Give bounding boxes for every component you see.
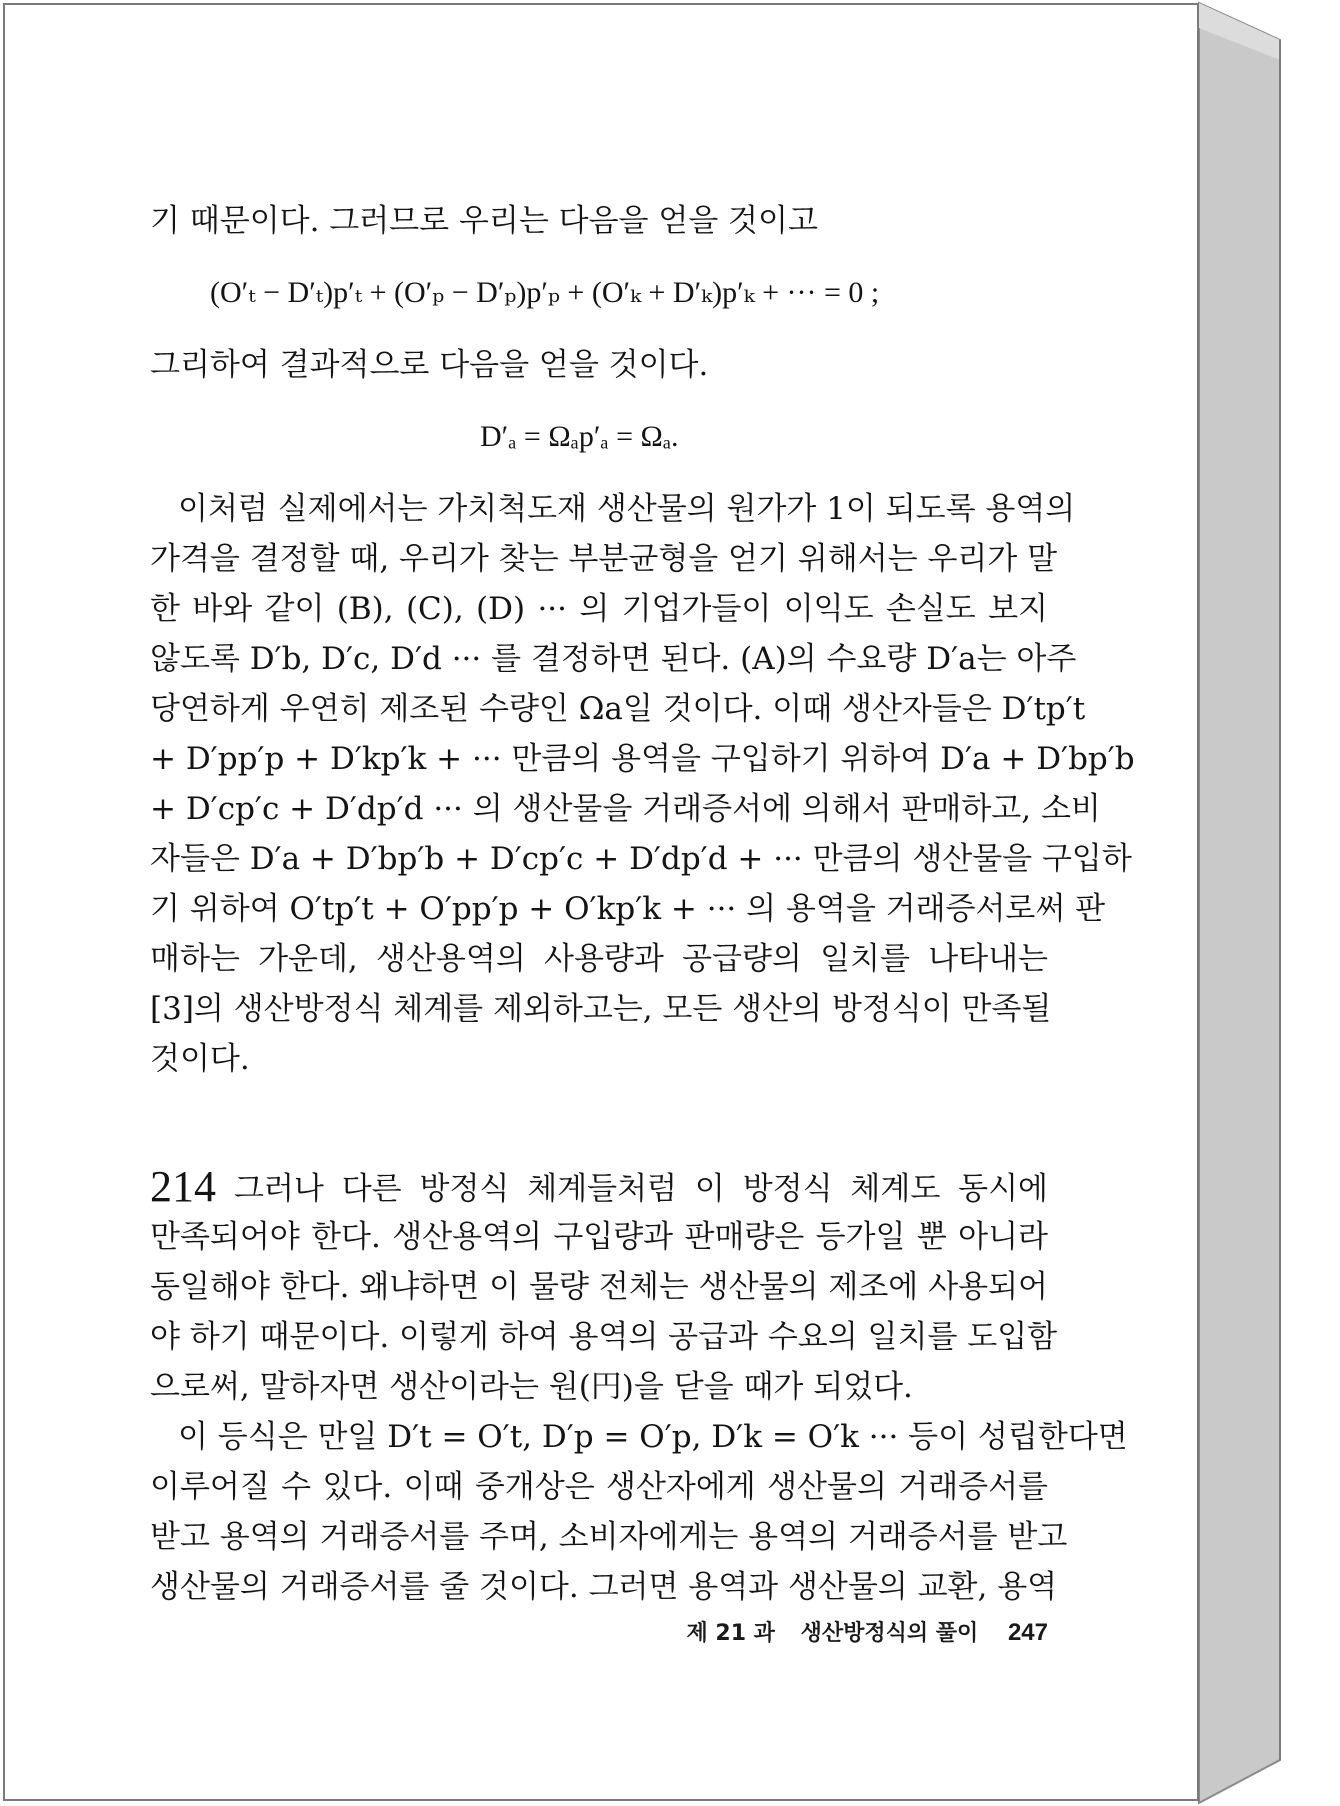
text-line: 생산물의 거래증서를 줄 것이다. 그러면 용역과 생산물의 교환, 용역 (150, 1569, 1058, 1605)
text-line: 가격을 결정할 때, 우리가 찾는 부분균형을 얻기 위해서는 우리가 말 (150, 541, 1058, 577)
text-line: 이 등식은 만일 D′t = O′t, D′p = O′p, D′k = O′k ··· 등이 성립한다면 (178, 1419, 1128, 1455)
text-line: 기 위하여 O′tp′t + O′pp′p + O′kp′k + ··· 의 용역을 거래증서로써 판 (150, 891, 1106, 927)
text-line-content: 그러나 다른 방정식 체계들처럼 이 방정식 체계도 동시에 (234, 1171, 1048, 1207)
text-line: 당연하게 우연히 제조된 수량인 Ωa일 것이다. 이때 생산자들은 D′tp′t (150, 691, 1086, 727)
text-line: 매하는 가운데, 생산용역의 사용량과 공급량의 일치를 나타내는 (150, 941, 1048, 977)
text-line: 으로써, 말하자면 생산이라는 원(円)을 닫을 때가 되었다. (150, 1369, 913, 1405)
running-footer (150, 1616, 1048, 1647)
text-line: 동일해야 한다. 왜냐하면 이 물량 전체는 생산물의 제조에 사용되어 (150, 1269, 1048, 1305)
text-line: 한 바와 같이 (B), (C), (D) ··· 의 기업가들이 이익도 손실도 보지 (150, 591, 1048, 627)
paragraph-section-214 (150, 1162, 1058, 1412)
paragraph-result-lead (150, 340, 1048, 390)
text-line: 이처럼 실제에서는 가치척도재 생산물의 원가가 1이 되도록 용역의 (178, 491, 1076, 527)
page-number: 247 (1007, 1619, 1048, 1646)
text-line: 자들은 D′a + D′bp′b + D′cp′c + D′dp′d + ··· 만큼의 생산물을 구입하 (150, 841, 1132, 877)
equation-demand: D′ₐ = Ωₐp′ₐ = Ωₐ. (480, 420, 679, 453)
text-line: 그리하여 결과적으로 다음을 얻을 것이다. (150, 347, 709, 383)
text-line: 만족되어야 한다. 생산용역의 구입량과 판매량은 등가일 뿐 아니라 (150, 1219, 1048, 1255)
paragraph-equality-condition (150, 1412, 1128, 1612)
text-line: + D′cp′c + D′dp′d ··· 의 생산물을 거래증서에 의해서 판매하고, 소비 (150, 791, 1101, 827)
equation-balance: (O′ₜ − D′ₜ)p′ₜ + (O′ₚ − D′ₚ)p′ₚ + (O′ₖ + D′ₖ)p′ₖ + ··· = 0 ; (210, 276, 880, 309)
text-line: [3]의 생산방정식 체계를 제외하고는, 모든 생산의 방정식이 만족될 (150, 991, 1052, 1027)
footer-chapter-title: 생산방정식의 풀이 (800, 1621, 979, 1646)
section-number: 214 (150, 1162, 216, 1211)
text-line: 야 하기 때문이다. 이렇게 하여 용역의 공급과 수요의 일치를 도입함 (150, 1319, 1058, 1355)
paragraph-intro (150, 196, 1048, 246)
text-line: 않도록 D′b, D′c, D′d ··· 를 결정하면 된다. (A)의 수요량 D′a는 아주 (150, 641, 1077, 677)
text-line: 이루어질 수 있다. 이때 중개상은 생산자에게 생산물의 거래증서를 (150, 1469, 1048, 1505)
page-body (150, 196, 1135, 1612)
text-line: + D′pp′p + D′kp′k + ··· 만큼의 용역을 구입하기 위하여 D′a + D′bp′b (150, 741, 1135, 777)
text-line: 것이다. (150, 1041, 250, 1077)
footer-chapter: 제 21 과 (686, 1621, 775, 1646)
text-line: 받고 용역의 거래증서를 주며, 소비자에게는 용역의 거래증서를 받고 (150, 1519, 1068, 1555)
text-line: 기 때문이다. 그러므로 우리는 다음을 얻을 것이고 (150, 203, 818, 239)
text-line (150, 1162, 1048, 1212)
paragraph-partial-equilibrium (150, 484, 1135, 1084)
